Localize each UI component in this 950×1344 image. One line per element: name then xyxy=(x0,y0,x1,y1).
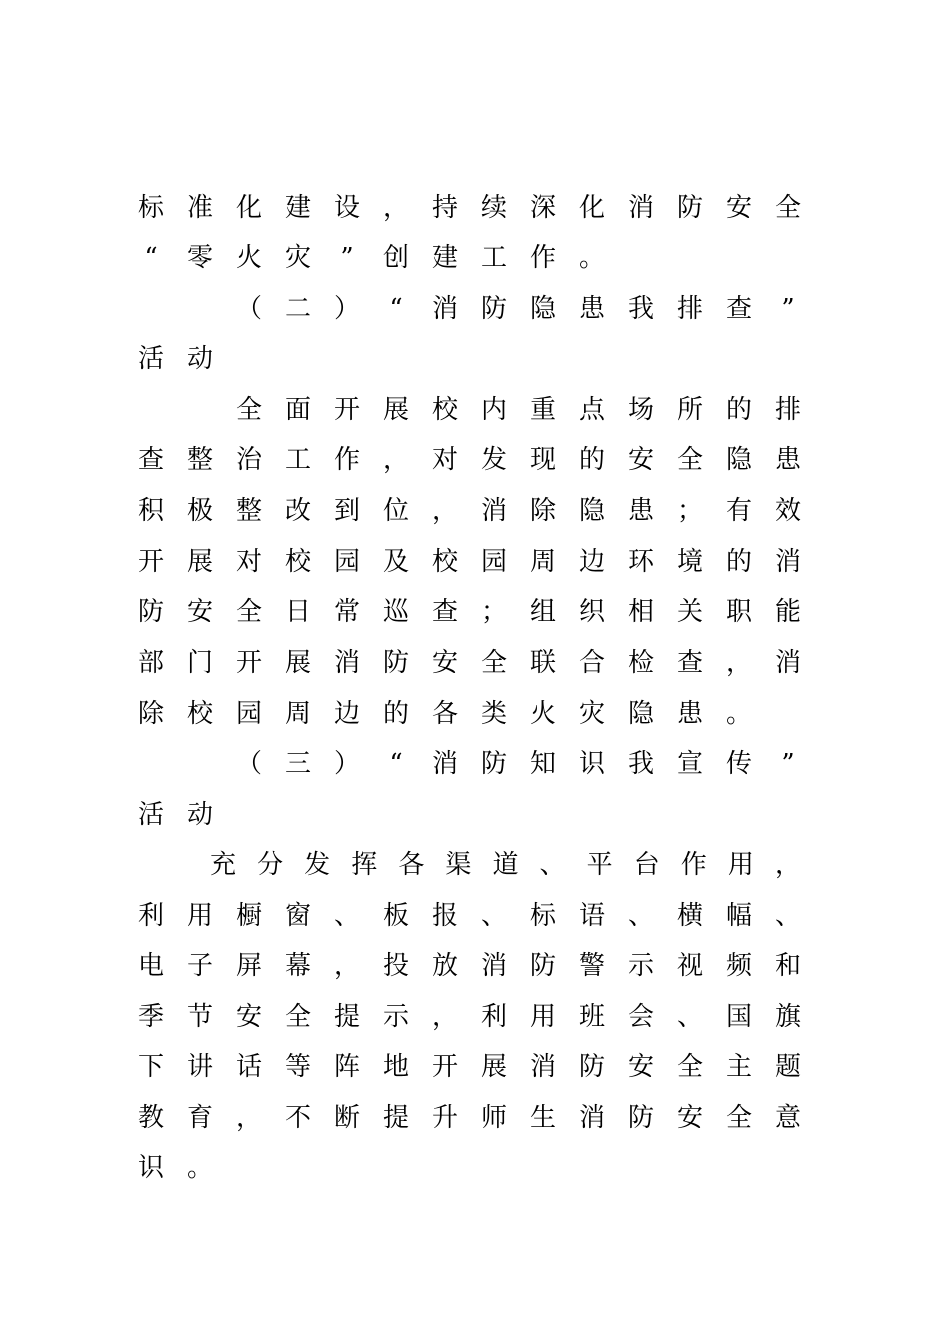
text-line-6: 查 整 治 工 作 ， 对 发 现 的 安 全 隐 患 xyxy=(138,445,802,475)
text-line-19: 教 育 ， 不 断 提 升 师 生 消 防 安 全 意 xyxy=(138,1103,802,1133)
text-line-1: 标 准 化 建 设 ， 持 续 深 化 消 防 安 全 xyxy=(138,193,802,223)
text-line-16: 电 子 屏 幕 ， 投 放 消 防 警 示 视 频 和 xyxy=(138,951,802,981)
text-line-20: 识 。 xyxy=(138,1153,214,1183)
section-heading-3-cont: 活 动 xyxy=(138,800,214,830)
section-heading-2: （ 二 ） “ 消 防 隐 患 我 排 查 ” xyxy=(236,294,795,324)
text-line-9: 防 安 全 日 常 巡 查 ； 组 织 相 关 职 能 xyxy=(138,597,802,627)
text-line-8: 开 展 对 校 园 及 校 园 周 边 环 境 的 消 xyxy=(138,547,802,577)
text-line-7: 积 极 整 改 到 位 ， 消 除 隐 患 ； 有 效 xyxy=(138,496,802,526)
text-line-14: 充 分 发 挥 各 渠 道 、 平 台 作 用 ， xyxy=(210,850,801,880)
section-heading-2-cont: 活 动 xyxy=(138,344,214,374)
text-line-11: 除 校 园 周 边 的 各 类 火 灾 隐 患 。 xyxy=(138,699,753,729)
section-heading-3: （ 三 ） “ 消 防 知 识 我 宣 传 ” xyxy=(236,749,795,779)
text-line-5: 全 面 开 展 校 内 重 点 场 所 的 排 xyxy=(236,395,802,425)
text-line-18: 下 讲 话 等 阵 地 开 展 消 防 安 全 主 题 xyxy=(138,1052,802,1082)
text-line-17: 季 节 安 全 提 示 ， 利 用 班 会 、 国 旗 xyxy=(138,1002,802,1032)
text-line-15: 利 用 橱 窗 、 板 报 、 标 语 、 横 幅 、 xyxy=(138,901,802,931)
text-line-10: 部 门 开 展 消 防 安 全 联 合 检 查 ， 消 xyxy=(138,648,802,678)
text-line-2: “ 零 火 灾 ” 创 建 工 作 。 xyxy=(144,243,606,273)
